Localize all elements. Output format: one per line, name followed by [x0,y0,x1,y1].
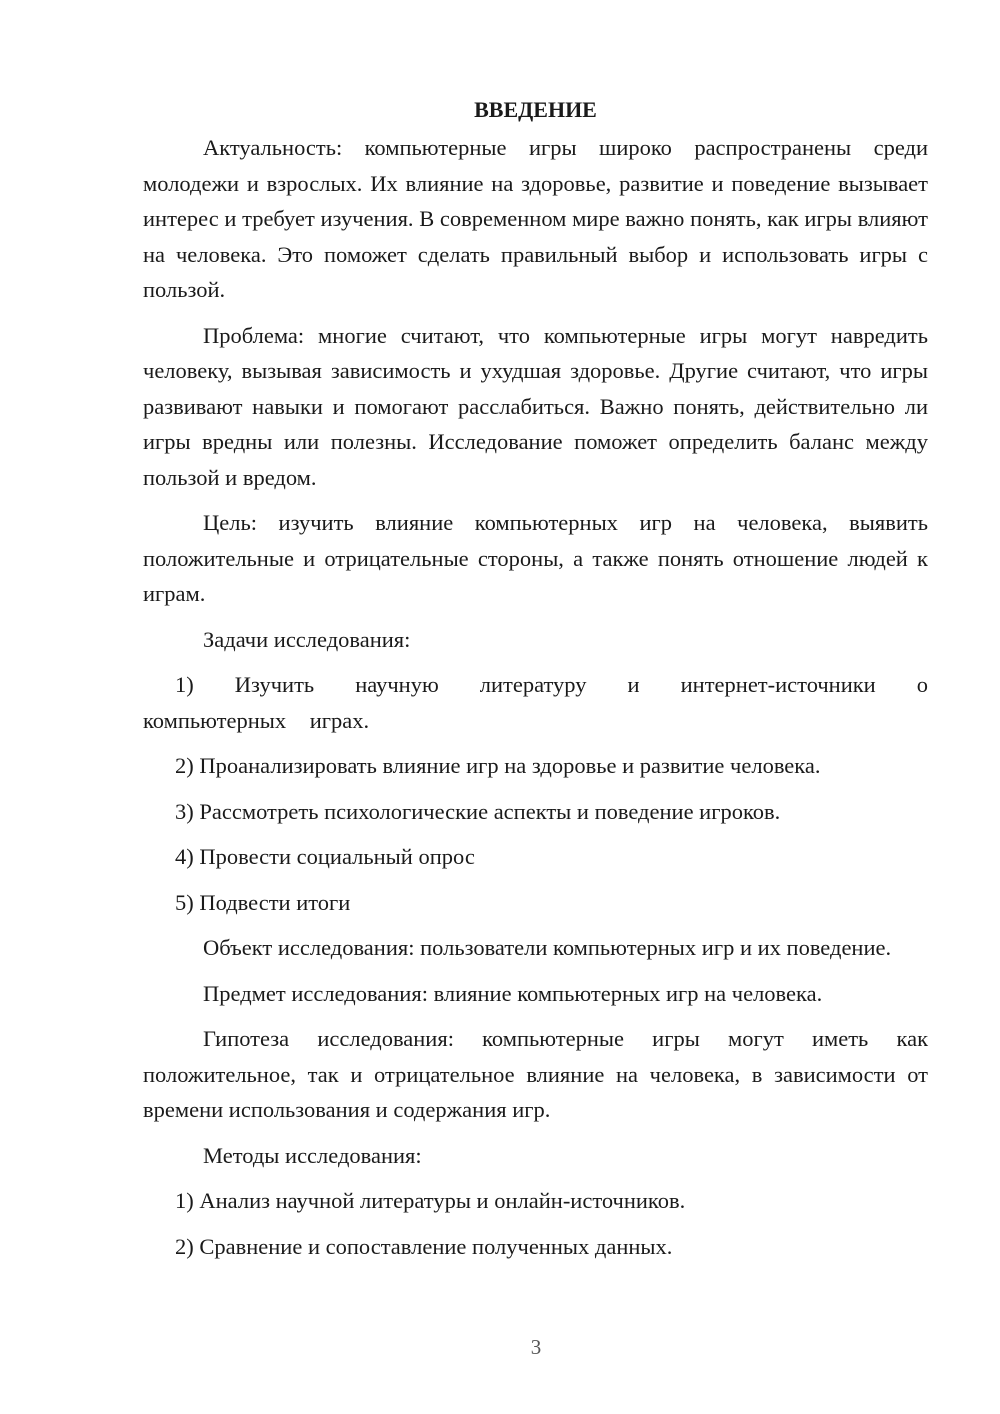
method-item [143,1229,928,1265]
problem-paragraph: Проблема: многие считают, что компьютерные игры могут навредить человеку, вызывая зависимость и ухудшая здоровье. Другие считают, что игры развивают навыки и помогают расслабиться. Важно понять, действительно ли игры вредны или полезны. Исследование поможет определить баланс между пользой и вредом. [143,322,928,490]
method-text: Сравнение и сопоставление полученных данных. [199,1233,673,1259]
task-item [143,794,928,830]
task-text: Проанализировать влияние игр на здоровье и развитие человека. [199,753,821,778]
method-item [143,1183,928,1219]
task-text: Подвести итоги [199,889,351,915]
task-number: 3) [175,798,194,824]
task-item [143,748,928,784]
task-item [143,667,928,738]
document-page [143,92,928,1274]
method-number: 2) [175,1233,194,1259]
page-title: ВВЕДЕНИЕ [474,97,597,122]
task-number: 4) [175,844,194,869]
page-number: 3 [530,1335,542,1359]
goal-paragraph: Цель: изучить влияние компьютерных игр на человека, выявить положительные и отрицательные стороны, а также понять отношение людей к играм. [143,510,928,606]
methods-heading: Методы исследования: [203,1142,422,1168]
task-number: 2) [175,753,194,778]
object-paragraph: Объект исследования: пользователи компьютерных игр и их поведение. [203,935,892,960]
task-number: 5) [175,889,194,915]
hypothesis-paragraph: Гипотеза исследования: компьютерные игры могут иметь как положительное, так и отрицательное влияние на человека, в зависимости от времени использования и содержания игр. [143,1026,928,1122]
task-item [143,839,928,875]
method-text: Анализ научной литературы и онлайн-источников. [199,1188,686,1213]
method-number: 1) [175,1188,194,1213]
task-item [143,885,928,921]
task-text: Провести социальный опрос [199,844,475,869]
task-number: 1) [175,672,194,697]
tasks-heading: Задачи исследования: [203,626,411,652]
subject-paragraph: Предмет исследования: влияние компьютерных игр на человека. [203,980,823,1006]
task-text: Изучить научную литературу и интернет-источники о компьютерных играх. [143,672,929,733]
relevance-paragraph: Актуальность: компьютерные игры широко распространены среди молодежи и взрослых. Их влияние на здоровье, развитие и поведение вызывает интерес и требует изучения. В современном мире важно понять, как игры влияют на человека. Это поможет сделать правильный выбор и использовать игры с пользой. [143,135,928,302]
task-text: Рассмотреть психологические аспекты и поведение игроков. [199,798,781,824]
